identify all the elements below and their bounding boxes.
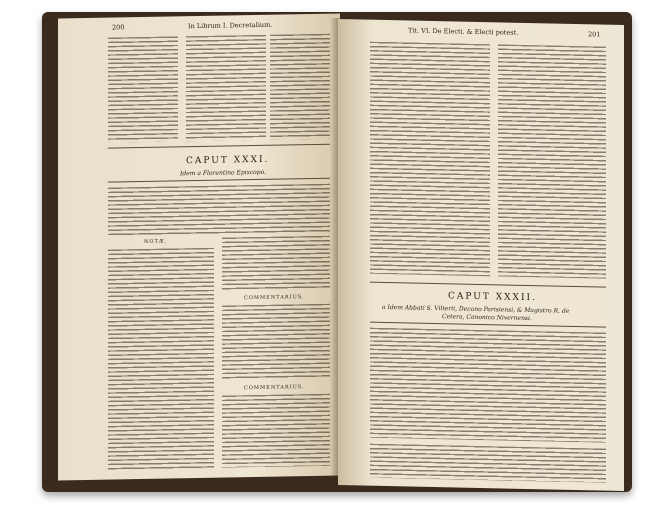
right-bottom-text	[370, 444, 606, 483]
left-commentary-text-1	[222, 304, 330, 380]
right-running-head: Tit. VI. De Electi. & Electi potest.	[408, 26, 519, 37]
left-rule-bottom	[108, 178, 330, 183]
right-chapter-subtitle-line1: a Idem Abbati S. Vilterii, Decano Parisiensi, & Magistro R. de	[382, 303, 570, 315]
right-page	[338, 19, 624, 491]
left-top-text-col3	[270, 34, 330, 140]
left-notes-label: NOTÆ.	[144, 238, 168, 245]
left-chapter-body	[108, 184, 330, 236]
left-page	[58, 14, 340, 481]
right-text-col1	[370, 42, 490, 277]
left-page-number: 200	[112, 23, 125, 32]
right-page-number: 201	[588, 30, 601, 39]
right-text-col2	[498, 44, 606, 278]
right-chapter-subtitle-line2: Cetera, Canonico Nivernensi.	[442, 313, 532, 323]
left-running-head: In Librum I. Decretalium.	[188, 20, 273, 31]
left-commentary-label: COMMENTARIUS.	[244, 294, 305, 302]
right-chapter-title: CAPUT XXXII.	[448, 291, 537, 304]
left-notes-text	[108, 248, 214, 470]
left-top-text-col1	[108, 36, 178, 142]
left-chapter-title: CAPUT XXXI.	[186, 154, 270, 167]
right-rule-bottom	[370, 322, 606, 328]
right-chapter-body	[370, 328, 606, 443]
left-commentary-top	[222, 236, 330, 290]
left-rule-top	[108, 144, 330, 149]
right-rule-top	[370, 282, 606, 288]
left-commentary-label-2: COMMENTARIUS.	[244, 384, 305, 392]
left-chapter-subtitle: Idem a Florentino Episcopo.	[180, 168, 266, 178]
left-top-text-col2	[186, 35, 266, 141]
left-commentary-text-2	[222, 394, 330, 468]
